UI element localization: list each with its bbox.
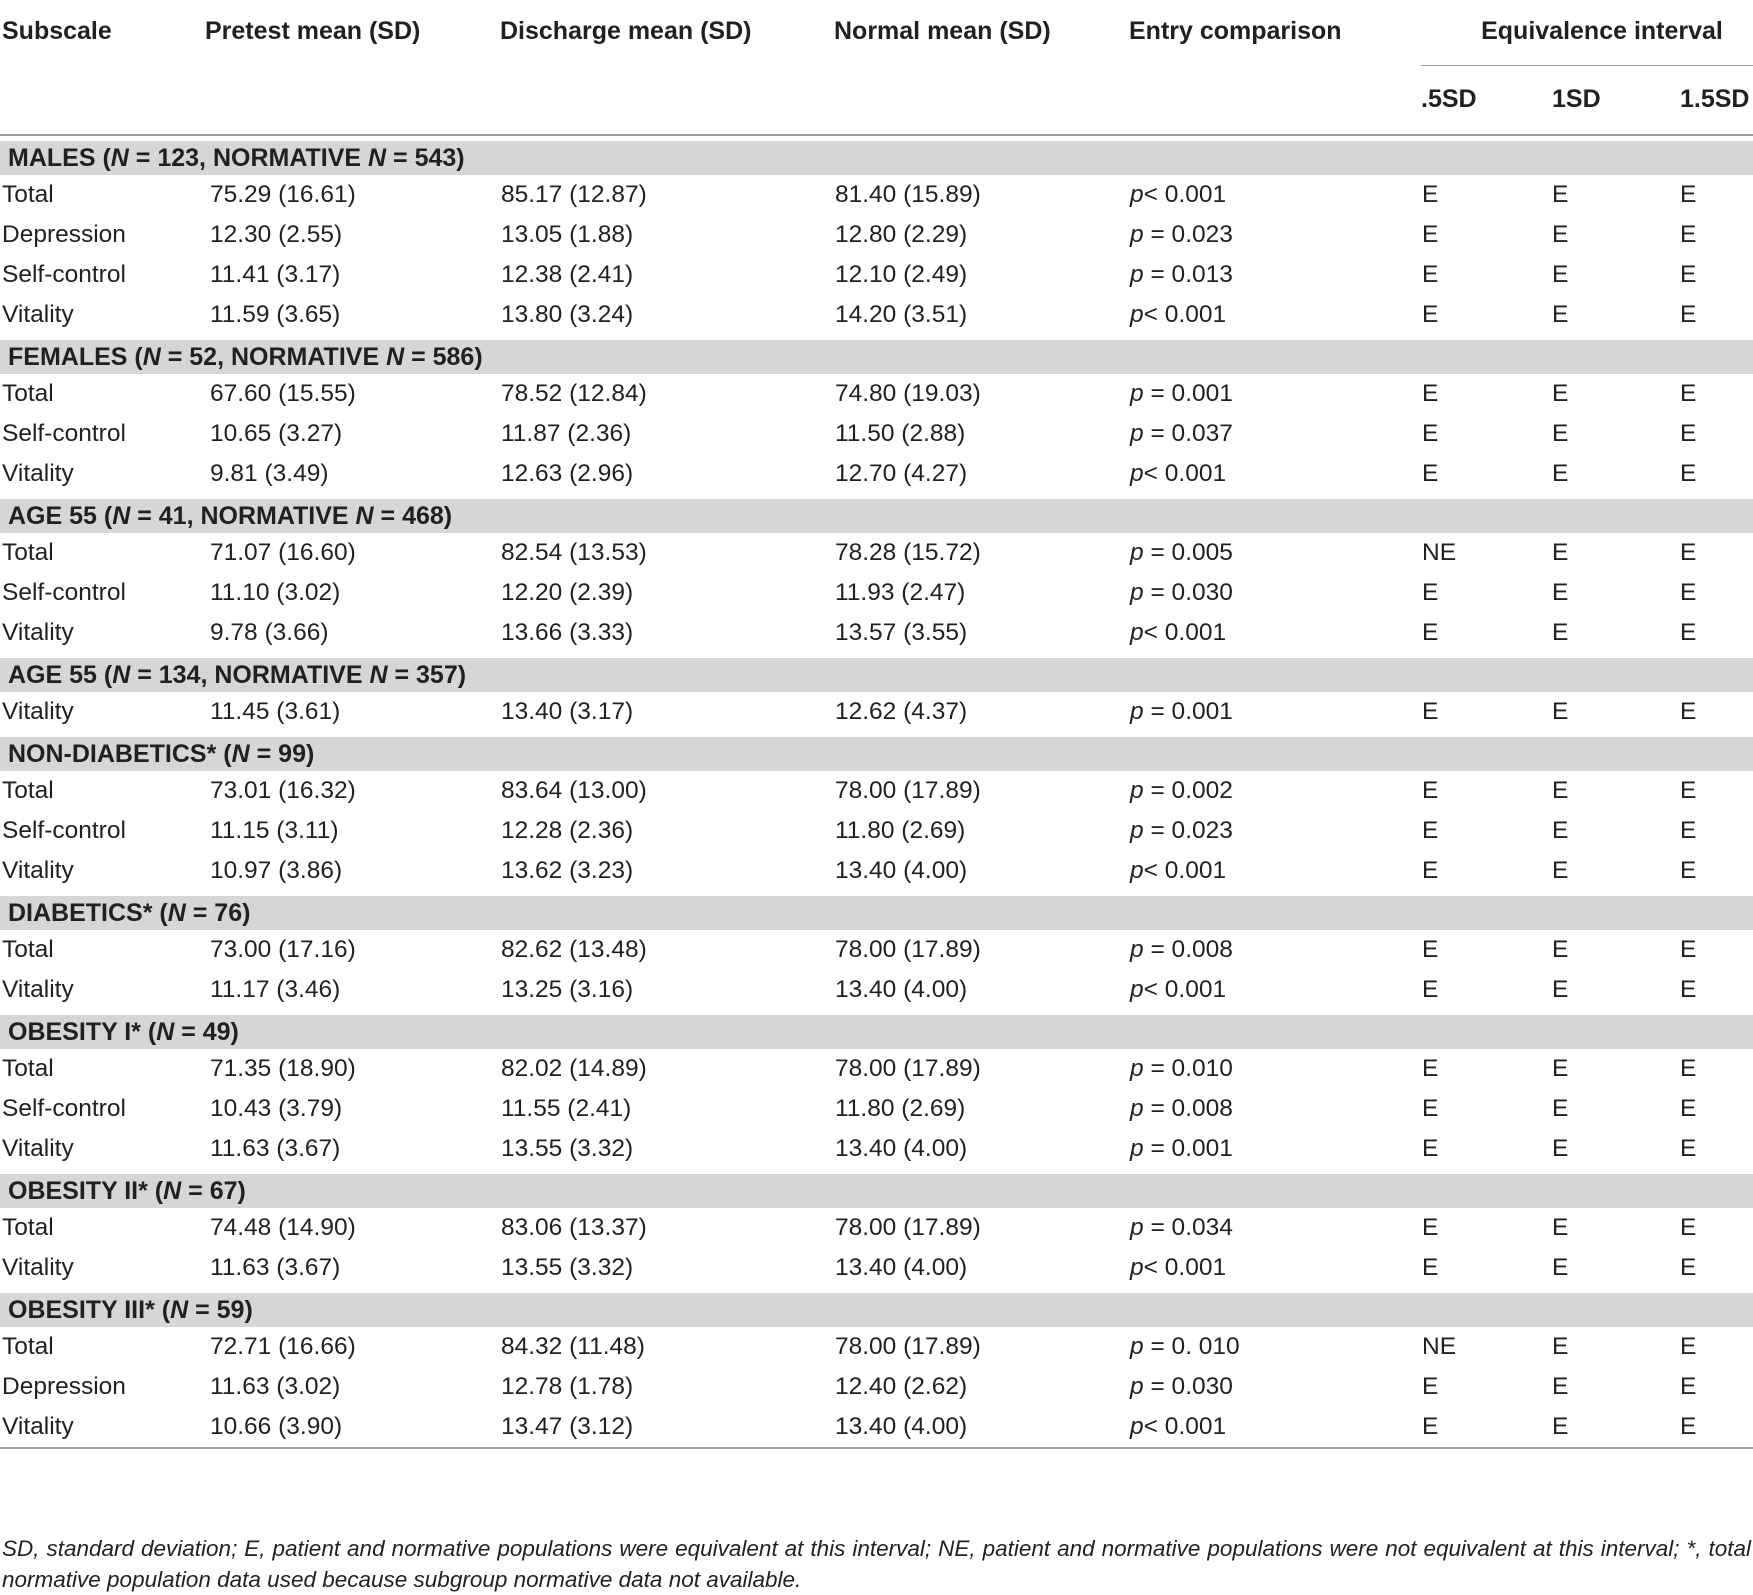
cell-sd1: E	[1552, 301, 1569, 328]
section-label: NON-DIABETICS* (N = 99)	[0, 737, 1753, 771]
table-body	[0, 135, 1753, 1448]
cell-entry: p = 0.008	[1130, 1095, 1233, 1122]
cell-sd05: E	[1422, 619, 1439, 646]
cell-discharge: 13.66 (3.33)	[501, 619, 634, 646]
cell-sd1: E	[1552, 420, 1569, 447]
cell-sd1: E	[1552, 460, 1569, 487]
table-row	[0, 414, 1753, 454]
cell-discharge: 12.20 (2.39)	[501, 579, 634, 606]
cell-pretest: 73.01 (16.32)	[210, 777, 356, 804]
cell-subscale: Vitality	[2, 698, 74, 725]
cell-entry: p = 0. 010	[1130, 1333, 1240, 1360]
cell-pretest: 11.63 (3.02)	[210, 1373, 341, 1400]
cell-normal: 11.50 (2.88)	[835, 420, 966, 447]
table-row	[0, 930, 1753, 970]
cell-pretest: 9.81 (3.49)	[210, 460, 329, 487]
cell-sd1: E	[1552, 777, 1569, 804]
cell-subscale: Vitality	[2, 1413, 74, 1440]
cell-entry: p< 0.001	[1130, 460, 1227, 487]
cell-normal: 13.40 (4.00)	[835, 1413, 968, 1440]
cell-discharge: 83.06 (13.37)	[501, 1214, 647, 1241]
cell-subscale: Self-control	[2, 1095, 126, 1122]
cell-pretest: 11.63 (3.67)	[210, 1254, 341, 1281]
section-header-row	[0, 1174, 1753, 1208]
cell-entry: p = 0.037	[1130, 420, 1233, 447]
cell-normal: 12.62 (4.37)	[835, 698, 968, 725]
table-row	[0, 1367, 1753, 1407]
table-row	[0, 692, 1753, 732]
cell-entry: p< 0.001	[1130, 1254, 1227, 1281]
cell-entry: p< 0.001	[1130, 181, 1227, 208]
cell-discharge: 83.64 (13.00)	[501, 777, 647, 804]
cell-pretest: 71.35 (18.90)	[210, 1055, 356, 1082]
cell-sd05: E	[1422, 181, 1439, 208]
cell-normal: 11.80 (2.69)	[835, 817, 966, 844]
cell-normal: 13.57 (3.55)	[835, 619, 968, 646]
cell-sd15: E	[1680, 1055, 1697, 1082]
cell-subscale: Vitality	[2, 460, 74, 487]
cell-sd1: E	[1552, 1095, 1569, 1122]
table-row	[0, 1129, 1753, 1169]
cell-normal: 78.00 (17.89)	[835, 936, 981, 963]
cell-discharge: 11.87 (2.36)	[501, 420, 632, 447]
cell-sd05: E	[1422, 380, 1439, 407]
cell-sd1: E	[1552, 976, 1569, 1003]
cell-entry: p< 0.001	[1130, 976, 1227, 1003]
cell-sd1: E	[1552, 1373, 1569, 1400]
cell-sd05: NE	[1422, 539, 1457, 566]
cell-normal: 12.80 (2.29)	[835, 221, 968, 248]
cell-pretest: 67.60 (15.55)	[210, 380, 356, 407]
cell-discharge: 13.05 (1.88)	[501, 221, 634, 248]
cell-pretest: 11.15 (3.11)	[210, 817, 339, 844]
cell-pretest: 10.65 (3.27)	[210, 420, 343, 447]
cell-sd05: E	[1422, 1214, 1439, 1241]
cell-sd1: E	[1552, 936, 1569, 963]
cell-entry: p< 0.001	[1130, 619, 1227, 646]
section-label: AGE 55 (N = 41, NORMATIVE N = 468)	[0, 499, 1753, 533]
cell-pretest: 10.43 (3.79)	[210, 1095, 343, 1122]
cell-entry: p = 0.030	[1130, 1373, 1233, 1400]
cell-sd1: E	[1552, 1214, 1569, 1241]
cell-sd05: E	[1422, 817, 1439, 844]
cell-subscale: Total	[2, 181, 54, 208]
cell-discharge: 13.62 (3.23)	[501, 857, 634, 884]
section-header-row	[0, 737, 1753, 771]
cell-pretest: 72.71 (16.66)	[210, 1333, 356, 1360]
cell-normal: 13.40 (4.00)	[835, 1254, 968, 1281]
cell-normal: 12.10 (2.49)	[835, 261, 968, 288]
cell-entry: p = 0.010	[1130, 1055, 1233, 1082]
cell-sd1: E	[1552, 1333, 1569, 1360]
header-sd1: 1SD	[1552, 85, 1601, 114]
section-header-row	[0, 658, 1753, 692]
table-row	[0, 175, 1753, 215]
cell-sd15: E	[1680, 936, 1697, 963]
table-row	[0, 970, 1753, 1010]
table-row	[0, 295, 1753, 335]
cell-sd1: E	[1552, 619, 1569, 646]
cell-sd15: E	[1680, 539, 1697, 566]
cell-subscale: Depression	[2, 221, 126, 248]
cell-entry: p = 0.034	[1130, 1214, 1233, 1241]
table-row	[0, 573, 1753, 613]
cell-sd1: E	[1552, 1055, 1569, 1082]
cell-normal: 11.93 (2.47)	[835, 579, 966, 606]
cell-subscale: Total	[2, 380, 54, 407]
cell-sd15: E	[1680, 579, 1697, 606]
cell-sd05: E	[1422, 698, 1439, 725]
cell-subscale: Vitality	[2, 857, 74, 884]
cell-sd05: E	[1422, 1135, 1439, 1162]
section-label: AGE 55 (N = 134, NORMATIVE N = 357)	[0, 658, 1753, 692]
cell-sd05: E	[1422, 1095, 1439, 1122]
cell-normal: 11.80 (2.69)	[835, 1095, 966, 1122]
cell-subscale: Vitality	[2, 976, 74, 1003]
table-row	[0, 613, 1753, 653]
section-header-row	[0, 340, 1753, 374]
header-pretest: Pretest mean (SD)	[205, 17, 421, 45]
cell-discharge: 13.25 (3.16)	[501, 976, 634, 1003]
section-label: OBESITY III* (N = 59)	[0, 1293, 1753, 1327]
table-row	[0, 374, 1753, 414]
cell-pretest: 11.41 (3.17)	[210, 261, 341, 288]
cell-discharge: 82.54 (13.53)	[501, 539, 647, 566]
table-row	[0, 215, 1753, 255]
section-header-row	[0, 1293, 1753, 1327]
cell-discharge: 13.40 (3.17)	[501, 698, 634, 725]
section-header-row	[0, 896, 1753, 930]
cell-sd15: E	[1680, 857, 1697, 884]
cell-sd05: E	[1422, 301, 1439, 328]
cell-normal: 78.28 (15.72)	[835, 539, 981, 566]
cell-discharge: 13.55 (3.32)	[501, 1254, 634, 1281]
cell-normal: 78.00 (17.89)	[835, 1055, 981, 1082]
cell-entry: p< 0.001	[1130, 301, 1227, 328]
cell-entry: p = 0.005	[1130, 539, 1233, 566]
cell-sd15: E	[1680, 1333, 1697, 1360]
cell-subscale: Depression	[2, 1373, 126, 1400]
cell-pretest: 74.48 (14.90)	[210, 1214, 356, 1241]
cell-sd15: E	[1680, 1413, 1697, 1440]
cell-pretest: 11.10 (3.02)	[210, 579, 341, 606]
cell-normal: 81.40 (15.89)	[835, 181, 981, 208]
cell-sd1: E	[1552, 817, 1569, 844]
table-row	[0, 533, 1753, 573]
section-label: OBESITY II* (N = 67)	[0, 1174, 1753, 1208]
cell-sd1: E	[1552, 579, 1569, 606]
cell-sd1: E	[1552, 1413, 1569, 1440]
cell-sd05: E	[1422, 420, 1439, 447]
cell-entry: p = 0.023	[1130, 817, 1233, 844]
header-equivalence-interval: Equivalence interval	[1421, 0, 1753, 65]
section-header-row	[0, 141, 1753, 175]
cell-sd05: E	[1422, 976, 1439, 1003]
cell-pretest: 12.30 (2.55)	[210, 221, 343, 248]
section-label: DIABETICS* (N = 76)	[0, 896, 1753, 930]
cell-entry: p< 0.001	[1130, 1413, 1227, 1440]
header-sd15: 1.5SD	[1680, 85, 1750, 114]
cell-sd05: E	[1422, 1055, 1439, 1082]
cell-subscale: Self-control	[2, 817, 126, 844]
table-row	[0, 255, 1753, 295]
cell-sd15: E	[1680, 460, 1697, 487]
cell-entry: p = 0.002	[1130, 777, 1233, 804]
cell-pretest: 71.07 (16.60)	[210, 539, 356, 566]
cell-sd05: E	[1422, 460, 1439, 487]
cell-sd05: E	[1422, 579, 1439, 606]
cell-subscale: Vitality	[2, 1254, 74, 1281]
cell-entry: p = 0.001	[1130, 380, 1233, 407]
cell-normal: 74.80 (19.03)	[835, 380, 981, 407]
section-label: MALES (N = 123, NORMATIVE N = 543)	[0, 141, 1753, 175]
cell-sd15: E	[1680, 1254, 1697, 1281]
section-header-row	[0, 1015, 1753, 1049]
header-discharge: Discharge mean (SD)	[500, 17, 752, 45]
cell-normal: 12.40 (2.62)	[835, 1373, 968, 1400]
table-row	[0, 1049, 1753, 1089]
cell-discharge: 12.78 (1.78)	[501, 1373, 634, 1400]
cell-sd15: E	[1680, 619, 1697, 646]
cell-entry: p = 0.001	[1130, 698, 1233, 725]
cell-sd15: E	[1680, 777, 1697, 804]
cell-entry: p = 0.030	[1130, 579, 1233, 606]
cell-normal: 14.20 (3.51)	[835, 301, 968, 328]
table-row	[0, 1208, 1753, 1248]
cell-sd15: E	[1680, 1373, 1697, 1400]
cell-subscale: Self-control	[2, 420, 126, 447]
cell-sd1: E	[1552, 539, 1569, 566]
cell-sd05: NE	[1422, 1333, 1457, 1360]
table-row	[0, 1248, 1753, 1288]
cell-subscale: Total	[2, 777, 54, 804]
cell-subscale: Total	[2, 539, 54, 566]
cell-discharge: 82.02 (14.89)	[501, 1055, 647, 1082]
section-label: OBESITY I* (N = 49)	[0, 1015, 1753, 1049]
cell-pretest: 9.78 (3.66)	[210, 619, 329, 646]
cell-discharge: 82.62 (13.48)	[501, 936, 647, 963]
cell-discharge: 78.52 (12.84)	[501, 380, 647, 407]
table-row	[0, 1089, 1753, 1129]
cell-normal: 78.00 (17.89)	[835, 1214, 981, 1241]
cell-subscale: Vitality	[2, 1135, 74, 1162]
cell-normal: 13.40 (4.00)	[835, 976, 968, 1003]
cell-sd15: E	[1680, 1135, 1697, 1162]
cell-discharge: 85.17 (12.87)	[501, 181, 647, 208]
cell-discharge: 13.47 (3.12)	[501, 1413, 634, 1440]
cell-pretest: 11.63 (3.67)	[210, 1135, 341, 1162]
cell-sd05: E	[1422, 857, 1439, 884]
cell-sd05: E	[1422, 1254, 1439, 1281]
cell-discharge: 12.28 (2.36)	[501, 817, 634, 844]
cell-discharge: 13.80 (3.24)	[501, 301, 634, 328]
cell-entry: p< 0.001	[1130, 857, 1227, 884]
cell-subscale: Total	[2, 1055, 54, 1082]
cell-discharge: 84.32 (11.48)	[501, 1333, 645, 1360]
cell-sd1: E	[1552, 261, 1569, 288]
cell-sd1: E	[1552, 857, 1569, 884]
table-row	[0, 1327, 1753, 1367]
cell-subscale: Vitality	[2, 619, 74, 646]
cell-subscale: Vitality	[2, 301, 74, 328]
cell-entry: p = 0.001	[1130, 1135, 1233, 1162]
cell-pretest: 75.29 (16.61)	[210, 181, 356, 208]
cell-subscale: Self-control	[2, 261, 126, 288]
cell-sd15: E	[1680, 380, 1697, 407]
header-subscale: Subscale	[2, 17, 112, 45]
cell-sd1: E	[1552, 380, 1569, 407]
cell-sd15: E	[1680, 261, 1697, 288]
cell-pretest: 11.45 (3.61)	[210, 698, 341, 725]
cell-normal: 78.00 (17.89)	[835, 1333, 981, 1360]
cell-entry: p = 0.008	[1130, 936, 1233, 963]
cell-sd15: E	[1680, 698, 1697, 725]
cell-subscale: Total	[2, 1214, 54, 1241]
cell-sd05: E	[1422, 777, 1439, 804]
table-row	[0, 1407, 1753, 1447]
cell-sd05: E	[1422, 261, 1439, 288]
cell-sd1: E	[1552, 221, 1569, 248]
cell-pretest: 11.59 (3.65)	[210, 301, 341, 328]
header-sd05: .5SD	[1421, 85, 1477, 114]
cell-subscale: Total	[2, 936, 54, 963]
cell-pretest: 11.17 (3.46)	[210, 976, 341, 1003]
cell-sd15: E	[1680, 1095, 1697, 1122]
cell-sd15: E	[1680, 817, 1697, 844]
cell-normal: 13.40 (4.00)	[835, 1135, 968, 1162]
cell-sd15: E	[1680, 221, 1697, 248]
section-header-row	[0, 499, 1753, 533]
cell-sd15: E	[1680, 976, 1697, 1003]
cell-discharge: 13.55 (3.32)	[501, 1135, 634, 1162]
cell-pretest: 73.00 (17.16)	[210, 936, 356, 963]
cell-entry: p = 0.023	[1130, 221, 1233, 248]
cell-sd05: E	[1422, 1413, 1439, 1440]
cell-pretest: 10.66 (3.90)	[210, 1413, 343, 1440]
cell-discharge: 12.63 (2.96)	[501, 460, 634, 487]
table-row	[0, 771, 1753, 811]
cell-sd1: E	[1552, 698, 1569, 725]
cell-subscale: Total	[2, 1333, 54, 1360]
cell-sd1: E	[1552, 1254, 1569, 1281]
cell-sd15: E	[1680, 1214, 1697, 1241]
cell-sd05: E	[1422, 1373, 1439, 1400]
cell-entry: p = 0.013	[1130, 261, 1233, 288]
header-entry: Entry comparison	[1129, 17, 1342, 45]
header-normal: Normal mean (SD)	[834, 17, 1051, 45]
table-row	[0, 454, 1753, 494]
table-footnote: SD, standard deviation; E, patient and normative populations were equivalent at this interval; NE, patient and normative populations were not equivalent at this interval; *, total normative population data used because subgroup normative data not available.	[2, 1536, 1751, 1592]
cell-pretest: 10.97 (3.86)	[210, 857, 343, 884]
cell-sd1: E	[1552, 1135, 1569, 1162]
cell-discharge: 12.38 (2.41)	[501, 261, 634, 288]
table-row	[0, 851, 1753, 891]
cell-normal: 78.00 (17.89)	[835, 777, 981, 804]
cell-normal: 12.70 (4.27)	[835, 460, 968, 487]
section-label: FEMALES (N = 52, NORMATIVE N = 586)	[0, 340, 1753, 374]
table-row	[0, 811, 1753, 851]
cell-sd15: E	[1680, 420, 1697, 447]
cell-discharge: 11.55 (2.41)	[501, 1095, 632, 1122]
cell-sd15: E	[1680, 181, 1697, 208]
cell-sd15: E	[1680, 301, 1697, 328]
cell-subscale: Self-control	[2, 579, 126, 606]
cell-sd05: E	[1422, 221, 1439, 248]
cell-sd1: E	[1552, 181, 1569, 208]
cell-normal: 13.40 (4.00)	[835, 857, 968, 884]
cell-sd05: E	[1422, 936, 1439, 963]
